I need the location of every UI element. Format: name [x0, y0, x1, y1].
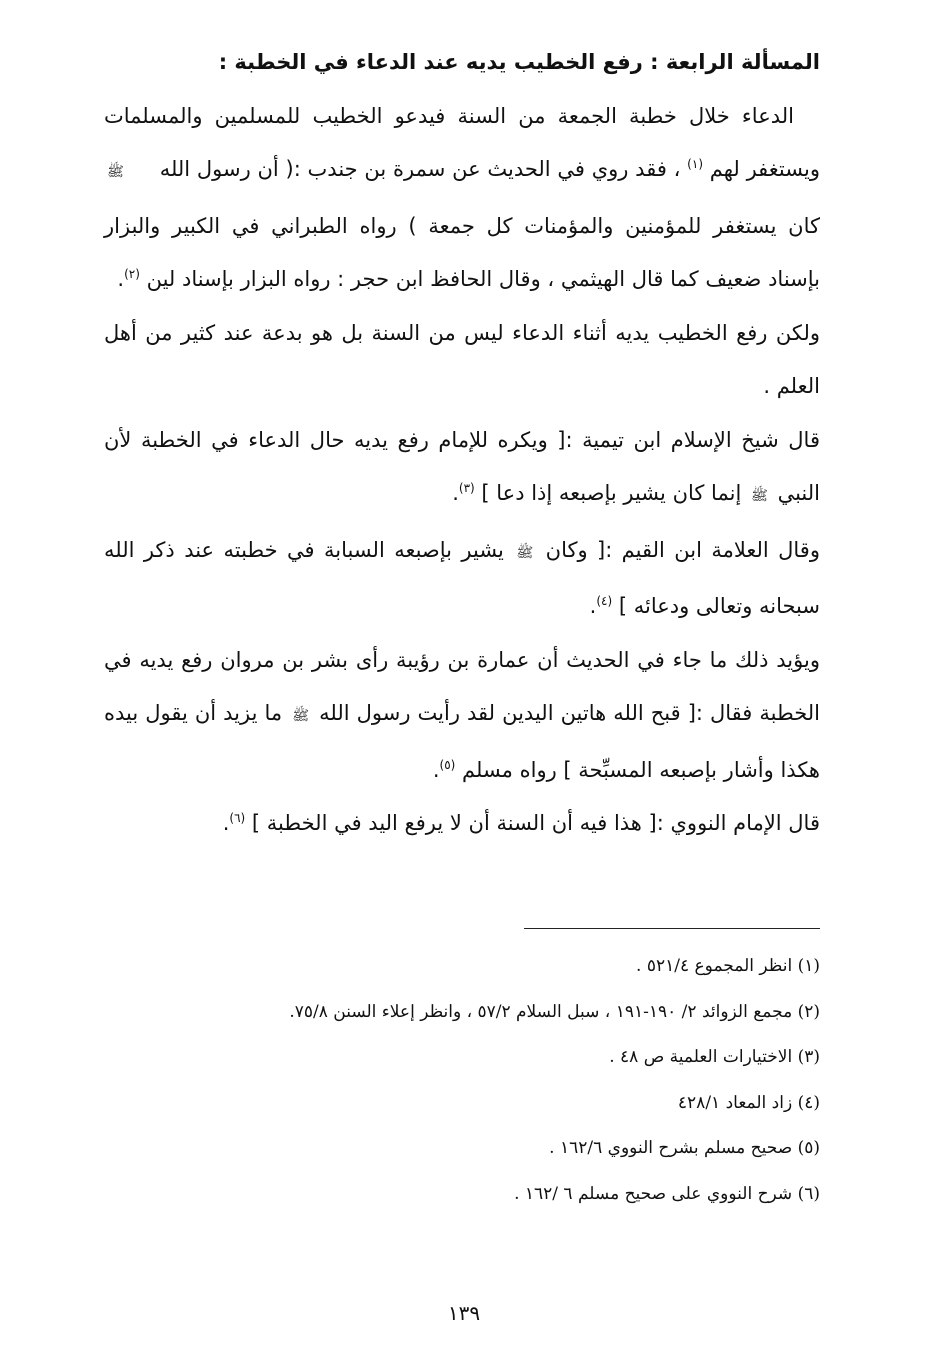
footnote-2: (٢) مجمع الزوائد ٢/ ١٩٠-١٩١ ، سبل السلام ٥٧/٢ ، وانظر إعلاء السنن ٧٥/٨. — [289, 1001, 820, 1022]
footnotes — [104, 944, 820, 1217]
footnote-separator — [524, 928, 820, 929]
paragraph-1-end: . — [117, 267, 125, 291]
paragraph-1-text-b: ، فقد روي في الحديث عن سمرة بن جندب :( أن رسول الله — [159, 157, 681, 181]
paragraph-5 — [104, 634, 820, 798]
page-number: ١٣٩ — [447, 1301, 481, 1325]
pbuh-ligature-icon: ﷺ — [750, 488, 768, 504]
footnote-ref-2: (٢) — [124, 267, 140, 281]
pbuh-ligature-icon: ﷺ — [292, 708, 310, 724]
pbuh-ligature-icon: ﷺ — [516, 544, 534, 561]
footnote-ref-3: (٣) — [458, 481, 475, 495]
paragraph-6-end: . — [222, 811, 230, 835]
paragraph-3-text-b: إنما كان يشير بإصبعه إذا دعا ] — [481, 481, 742, 505]
paragraph-3-end: . — [452, 481, 459, 505]
paragraph-3-text-a: قال شيخ الإسلام ابن تيمية :[ ويكره للإمام رفع يديه حال الدعاء في الخطبة لأن النبي — [104, 427, 820, 505]
main-text — [104, 36, 820, 851]
paragraph-2-text: ولكن رفع الخطيب يديه أثناء الدعاء ليس من السنة بل هو بدعة عند كثير من أهل العلم . — [104, 320, 820, 398]
paragraph-1-text-c: كان يستغفر للمؤمنين والمؤمنات كل جمعة ) رواه الطبراني في الكبير والبزار بإسناد ضعيف كما قال الهيثمي ، وقال الحافظ ابن حجر : رواه البزار بإسناد لين — [104, 213, 820, 291]
footnote-ref-4: (٤) — [596, 594, 613, 608]
paragraph-6-text: قال الإمام النووي :[ هذا فيه أن السنة أن لا يرفع اليد في الخطبة ] — [251, 811, 820, 835]
paragraph-1-text-a: الدعاء خلال خطبة الجمعة من السنة فيدعو الخطيب للمسلمين والمسلمات ويستغفر لهم — [104, 103, 820, 181]
paragraph-5-text-b: ما يزيد أن يقول بيده هكذا وأشار بإصبعه المسبِّحة ] رواه مسلم — [104, 701, 820, 782]
footnote-4: (٤) زاد المعاد ٤٢٨/١ — [677, 1092, 820, 1113]
footnote-5: (٥) صحيح مسلم بشرح النووي ١٦٢/٦ . — [549, 1138, 820, 1158]
footnote-ref-1: (١) — [687, 157, 703, 171]
footnote-6: (٦) شرح النووي على صحيح مسلم ٦ /١٦٢ . — [514, 1183, 820, 1204]
footnote-1: (١) انظر المجموع ٥٢١/٤ . — [636, 956, 820, 976]
paragraph-4-text-b: يشير بإصبعه السبابة في خطبته عند ذكر الله سبحانه وتعالى ودعائه ] — [104, 537, 820, 618]
paragraph-5-text-a: ويؤيد ذلك ما جاء في الحديث أن عمارة بن رؤيبة رأى بشر بن مروان رفع يديه في الخطبة فقال :[ قبح الله هاتين اليدين لقد رأيت رسول الله — [104, 647, 820, 725]
footnote-3: (٣) الاختيارات العلمية ص ٤٨ . — [609, 1047, 820, 1067]
paragraph-5-end: . — [432, 757, 440, 782]
paragraph-3 — [104, 414, 820, 524]
footnote-ref-6: (٦) — [229, 811, 246, 825]
section-heading: المسألة الرابعة : رفع الخطيب يديه عند الدعاء في الخطبة : — [218, 50, 820, 74]
paragraph-4-text-a: وقال العلامة ابن القيم :[ وكان — [545, 537, 820, 562]
paragraph-6 — [104, 797, 820, 851]
pbuh-ligature-icon: ﷺ — [107, 164, 124, 180]
paragraph-4-end: . — [589, 594, 597, 618]
paragraph-2 — [104, 307, 820, 414]
paragraph-4 — [104, 524, 820, 634]
paragraph-1 — [104, 90, 820, 307]
footnote-ref-5: (٥) — [439, 757, 456, 772]
